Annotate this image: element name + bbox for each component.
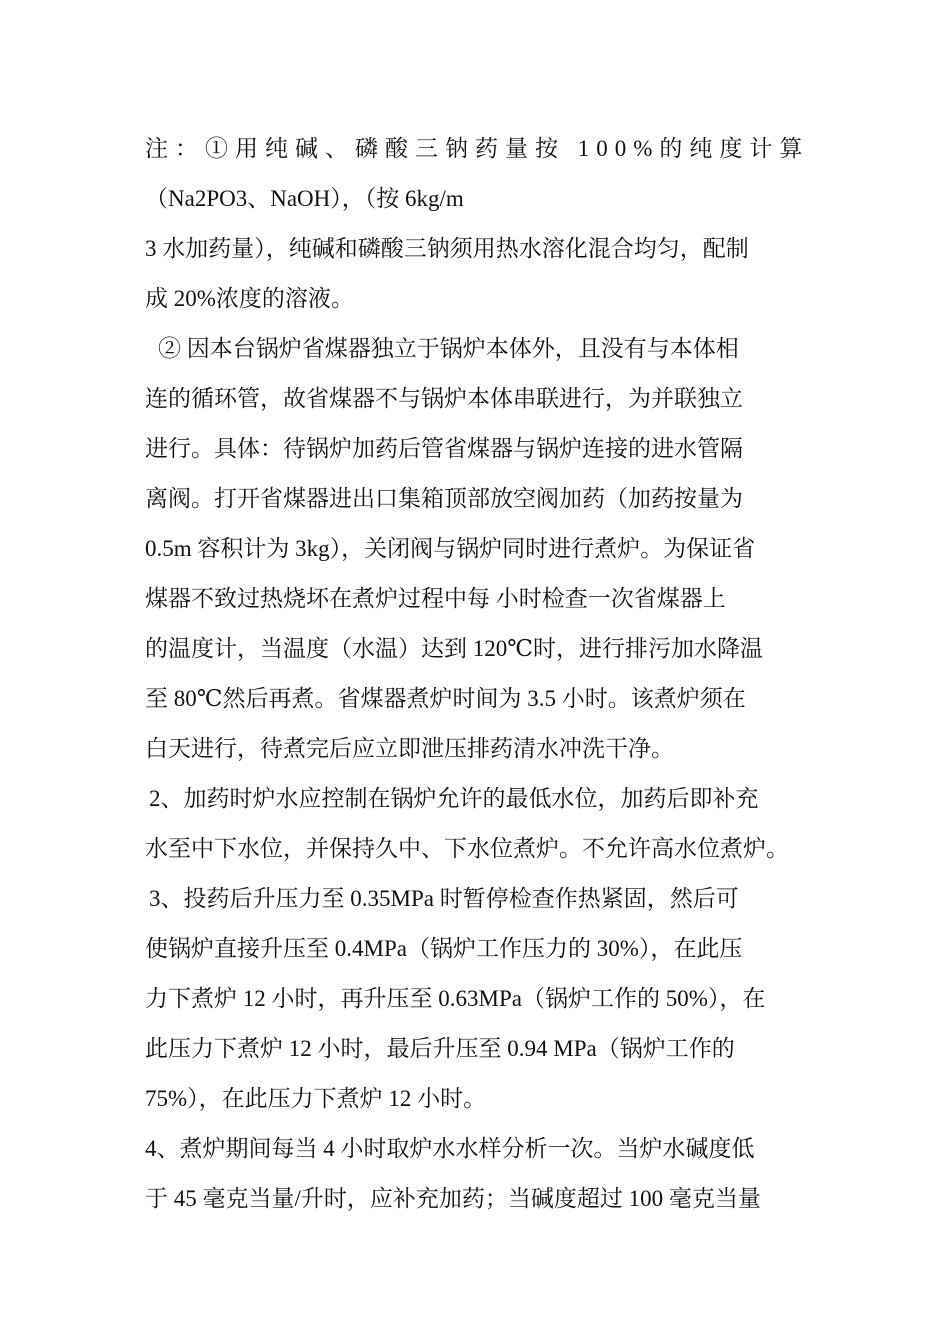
text-line: 进行。具体：待锅炉加药后管省煤器与锅炉连接的进水管隔 — [145, 436, 743, 461]
text-line: 3、投药后升压力至 0.35MPa 时暂停检查作热紧固，然后可 — [149, 886, 739, 911]
text-line: ② 因本台锅炉省煤器独立于锅炉本体外，且没有与本体相 — [158, 336, 739, 361]
text-line: 煤器不致过热烧坏在煮炉过程中每 小时检查一次省煤器上 — [145, 586, 726, 611]
text-line: 注：①用纯碱、磷酸三钠药量按 100%的纯度计算 — [145, 136, 810, 161]
text-line: 离阀。打开省煤器进出口集箱顶部放空阀加药（加药按量为 — [145, 486, 743, 511]
text-line: 力下煮炉 12 小时，再升压至 0.63MPa（锅炉工作的 50%），在 — [145, 986, 766, 1011]
text-line: 使锅炉直接升压至 0.4MPa（锅炉工作压力的 30%），在此压 — [145, 936, 743, 961]
text-line: 75%），在此压力下煮炉 12 小时。 — [145, 1086, 487, 1111]
text-line: 成 20%浓度的溶液。 — [145, 286, 354, 311]
text-line: 0.5m 容积计为 3kg），关闭阀与锅炉同时进行煮炉。为保证省 — [145, 536, 756, 561]
text-line: 水至中下水位，并保持久中、下水位煮炉。不允许高水位煮炉。 — [145, 836, 789, 861]
text-line: 于 45 毫克当量/升时，应补充加药；当碱度超过 100 毫克当量 — [145, 1186, 761, 1211]
text-line: 2、加药时炉水应控制在锅炉允许的最低水位，加药后即补充 — [149, 786, 759, 811]
text-line: 的温度计，当温度（水温）达到 120℃时，进行排污加水降温 — [145, 636, 763, 661]
text-line: 此压力下煮炉 12 小时，最后升压至 0.94 MPa（锅炉工作的 — [145, 1036, 735, 1061]
text-line: 4、煮炉期间每当 4 小时取炉水水样分析一次。当炉水碱度低 — [145, 1136, 755, 1161]
text-line: 3 水加药量），纯碱和磷酸三钠须用热水溶化混合均匀，配制 — [145, 236, 749, 261]
text-line: 至 80℃然后再煮。省煤器煮炉时间为 3.5 小时。该煮炉须在 — [145, 686, 746, 711]
text-line: 白天进行，待煮完后应立即泄压排药清水冲洗干净。 — [145, 736, 674, 761]
text-line: （Na2PO3、NaOH），（按 6kg/m — [145, 186, 464, 211]
text-line: 连的循环管，故省煤器不与锅炉本体串联进行，为并联独立 — [145, 386, 743, 411]
